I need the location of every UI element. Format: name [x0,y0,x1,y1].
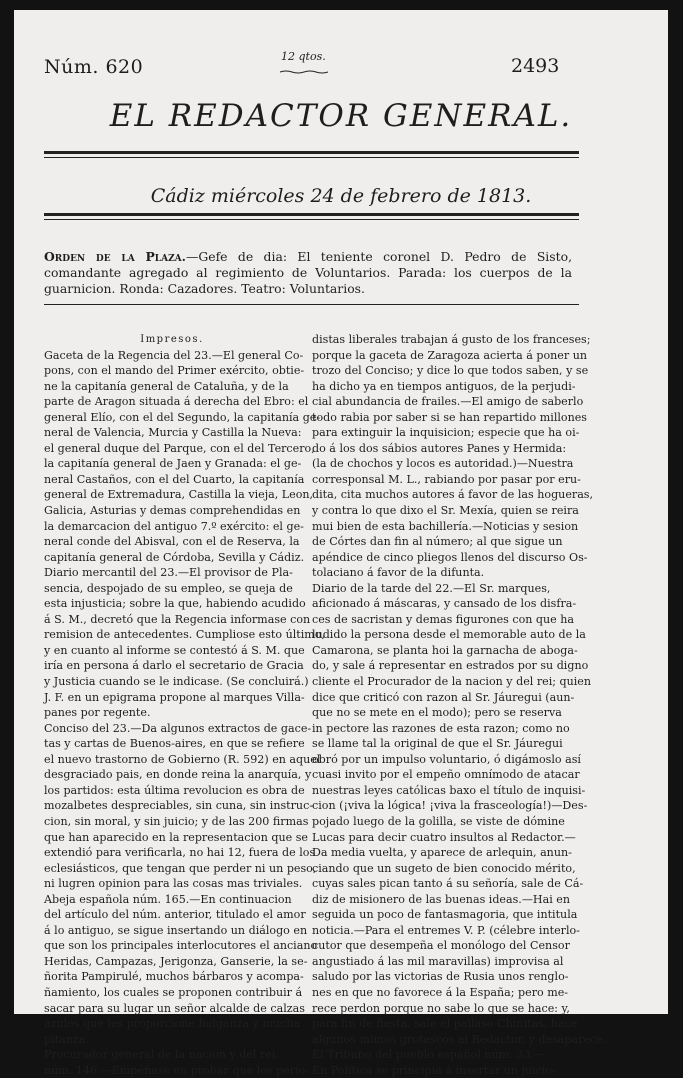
text-line: En Política se principia á insertar un juicio- [312,1063,556,1077]
text-line: tas y cartas de Buenos-aires, en que se refiere [44,737,305,751]
section-heading-impresos: Impresos. [140,334,204,345]
text-line: porque la gaceta de Zaragoza acierta á poner un [312,348,587,362]
text-line: desgraciado pais, en donde reina la anarquía, y [44,768,312,782]
text-line: remision de antecedentes. Cumpliose esto último, [44,628,326,642]
text-line: cuasi invito por el empeño omnímodo de atacar [312,768,580,782]
text-line: general de Extremadura, Castilla la vieja, Leon, [44,488,314,502]
text-line: rece perdon porque no sabe lo que se hace: y, [312,1001,570,1015]
text-line: neral de Valencia, Murcia y Castilla la Nueva: [44,426,302,440]
text-line: y Justicia cuando se le indicase. (Se concluirá.) [44,675,309,689]
text-line: el general duque del Parque, con el del Tercero, [44,441,315,455]
text-line: neral Castaños, con el del Cuarto, la capitanía [44,472,305,486]
text-line: la demarcacion del antiguo 7.º exército: el ge- [44,519,304,533]
text-line: capitanía general de Córdoba, Sevilla y Cádiz. [44,550,305,564]
text-line: (la de chochos y locos es autoridad.)—Nuestra [312,457,574,471]
newspaper-page [14,10,668,1077]
text-line: eclesiásticos, que tengan que perder ni un peso, [44,861,317,875]
text-line: panes por regente. [44,706,151,720]
text-line: Diario mercantil del 23.—El provisor de Pla- [44,566,293,580]
text-line: del artículo del núm. anterior, titulado el amor [44,908,306,922]
sheet-count: 12 qtos. [281,50,326,63]
text-line: esta injusticia; sobre la que, habiendo acudido [44,597,306,611]
text-line: extendió para verificarla, no hai 12, fuera de los [44,846,316,860]
text-line: Abeja española núm. 165.—En continuacion [44,892,292,906]
orden-label: Orden de la Plaza. [44,249,186,264]
text-line: Lucas para decir cuatro insultos al Redactor.— [312,830,576,844]
text-line: ñorita Pampirulé, muchos bárbaros y acompa- [44,970,304,984]
orden-text: —Gefe de dia: El teniente coronel D. Pedro de Sisto, comandante agregado al regimiento de Voluntarios. Parada: los cuerpos de la guarnicion. Ronda: Cazadores. Teatro: Voluntarios. [44,249,573,296]
text-line: saludo por las victorias de Rusia unos renglo- [312,970,569,984]
text-line: parte de Aragon situada á derecha del Ebro: el [44,395,309,409]
rule-thin-top [44,157,579,158]
text-line: algunos mimos grotescos al Redactor, y desaparece. [312,1032,607,1046]
rule-thin-mid [44,219,579,220]
text-line: general Elío, con el del Segundo, la capitanía ge- [44,410,321,424]
text-line: neral conde del Abisval, con el de Reserva, la [44,535,300,549]
text-line: tolaciano á favor de la difunta. [312,566,485,580]
text-line: Heridas, Campazas, Jerigonza, Ganserie, la se- [44,954,308,968]
column-right [312,332,607,1078]
text-line: in pectore las razones de esta razon; como no [312,721,570,735]
text-line: Da media vuelta, y aparece de arlequin, anun- [312,846,572,860]
text-line: Diario de la tarde del 22.—El Sr. marques, [312,581,551,595]
text-line: para extinguir la inquisicion; especie que ha oi- [312,426,580,440]
column-left [44,332,326,1078]
text-line: distas liberales trabajan á gusto de los franceses; [312,333,591,346]
text-line: Galicia, Asturias y demas comprehendidas en [44,504,301,518]
text-line: trozo del Conciso; y dice lo que todos saben, y se [312,364,589,378]
rule-thick-top [44,151,579,154]
text-line: sacar para su lugar un señor alcalde de calzas [44,1001,305,1015]
text-line: pojado luego de la golilla, se viste de dómine [312,814,565,828]
text-line: mozalbetes despreciables, sin cuna, sin instruc- [44,799,314,813]
text-line: Procurador general de la nacion y del rei, [44,1048,279,1062]
text-line: cliente el Procurador de la nacion y del rei; quien [312,675,592,689]
text-line: ni lugren opinion para las cosas mas triviales. [44,877,303,891]
text-line: ha dicho ya en tiempos antiguos, de la perjudi- [312,379,576,393]
text-line: seguida un poco de fantasmagoria, que intitula [312,908,578,922]
text-line: corresponsal M. L., rabiando por pasar por eru- [312,472,581,486]
text-line: ciando que un sugeto de bien conocido mérito, [312,861,576,875]
text-line: cion, sin moral, y sin juicio; y de las 200 firmas [44,814,309,828]
text-line: todo rabia por saber si se han repartido millones [312,410,587,424]
page-number: 2493 [511,55,560,77]
dateline: Cádiz miércoles 24 de febrero de 1813. [150,185,532,207]
text-line: cial abundancia de frailes.—El amigo de saberlo [312,395,584,409]
text-line: y contra lo que dixo el Sr. Mexía, quien se reira [312,504,579,518]
text-line: J. F. en un epigrama propone al marques Villa- [44,690,305,704]
text-line: nuestras leyes católicas baxo el título de inquisi- [312,783,586,797]
text-line: núm. 146.—Empéñase en probar que los perio- [44,1063,310,1077]
ornament-wave [280,70,328,74]
text-line: los partidos: esta última revolucion es obra de [44,783,305,797]
text-line: cuyas sales pican tanto á su señoría, sale de Cá- [312,877,584,891]
text-line: ñamiento, los cuales se proponen contribuir á [44,985,303,999]
text-line: á lo antiguo, se sigue insertando un diálogo en [44,923,308,937]
text-line: apéndice de cinco pliegos llenos del discurso Os- [312,550,588,564]
rule-section [44,304,579,305]
text-line: obró por un impulso voluntario, ó digámoslo así [312,752,581,766]
text-line: aficionado á máscaras, y cansado de los disfra- [312,597,577,611]
text-line: do á los dos sábios autores Panes y Hermida: [312,441,567,455]
text-line: azules que les proporcione holganza y mucha [44,1017,301,1031]
text-line: pitanza. [44,1032,89,1046]
text-line: angustiado á las mil maravillas) improvisa al [312,954,564,968]
text-line: ces de sacristan y demas figurones con que ha [312,612,575,626]
text-line: ludido la persona desde el memorable auto de la [312,628,586,642]
text-line: que han aparecido en la representacion que se [44,830,308,844]
text-line: Gaceta de la Regencia del 23.—El general Co- [44,348,304,362]
text-line: ne la capitanía general de Cataluña, y de la [44,379,289,393]
text-line: cutor que desempeña el monólogo del Censor [312,939,570,953]
text-line: Conciso del 23.—Da algunos extractos de gace- [44,721,312,735]
text-line: que no se mete en el modo); pero se reserva [312,706,562,720]
masthead-title: EL REDACTOR GENERAL. [109,98,573,134]
rule-thick-mid [44,213,579,216]
issue-number: Núm. 620 [44,56,144,78]
orden-de-la-plaza [44,249,572,297]
text-line: diz de misionero de las buenas ideas.—Hai en [312,892,571,906]
text-line: do, y sale á representar en estrados por su digno [312,659,589,673]
text-line: pons, con el mando del Primer exército, obtie- [44,364,305,378]
text-line: El Tribuno del pueblo español núm. 33.— [312,1048,545,1062]
text-line: cion (¡viva la lógica! ¡viva la frasceología!)—Des- [312,799,588,813]
text-line: dice que criticó con razon al Sr. Jáuregui (aun- [312,690,575,704]
text-line: noticia.—Para el entremes V. P. (célebre interlo- [312,923,580,937]
text-line: se llame tal la original de que el Sr. Jáuregui [312,737,563,751]
text-line: de Córtes dan fin al número; al que sigue un [312,535,563,549]
text-line: Camarona, se planta hoi la garnacha de aboga- [312,643,578,657]
text-line: á S. M., decretó que la Regencia informase con [44,612,311,626]
text-line: el nuevo trastorno de Gobierno (R. 592) en aquel [44,752,321,766]
text-line: y en cuanto al informe se contestó á S. M. que [44,643,305,657]
text-line: dita, cita muchos autores á favor de las hogueras, [312,488,594,502]
text-line: para fin de fiesta, sale el pallaso Chinitas, hace [312,1017,578,1031]
text-line: mui bien de esta bachillería.—Noticias y sesion [312,519,579,533]
text-line: sencia, despojado de su empleo, se queja de [44,581,293,595]
text-line: que son los principales interlocutores el anciano [44,939,318,953]
text-line: la capitanía general de Jaen y Granada: el ge- [44,457,302,471]
text-line: nes en que no favorece á la España; pero me- [312,985,569,999]
text-line: iría en persona á darlo el secretario de Gracia [44,659,304,673]
